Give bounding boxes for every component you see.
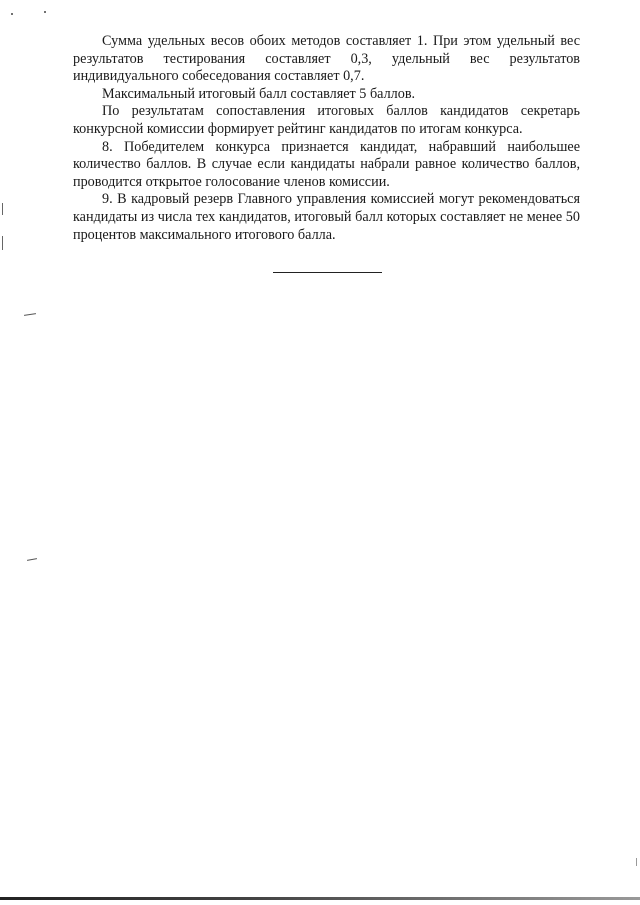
paragraph-item-8: 8. Победителем конкурса признается кандидат, набравший наибольшее количество баллов. В случае если кандидаты набрали равное количество баллов, проводится открытое голосование членов комиссии. <box>73 138 580 190</box>
paragraph-rating: По результатам сопоставления итоговых баллов кандидатов секретарь конкурсной комиссии формирует рейтинг кандидатов по итогам конкурса. <box>73 103 580 137</box>
scan-dash <box>24 313 36 316</box>
scan-dot <box>44 11 46 13</box>
closing-rule <box>273 272 382 273</box>
scan-dash <box>27 558 37 561</box>
paragraph-max-score: Максимальный итоговый балл составляет 5 баллов. <box>102 85 416 102</box>
scan-dot <box>11 13 13 15</box>
scan-margin-mark <box>2 236 3 250</box>
document-body <box>73 33 580 244</box>
scan-bottom-edge <box>0 897 640 900</box>
paragraph-item-9: 9. В кадровый резерв Главного управления комиссией могут рекомендоваться кандидаты из числа тех кандидатов, итоговый балл которых составляет не менее 50 процентов максимального итогового балла. <box>73 191 580 243</box>
scan-margin-mark <box>2 203 3 215</box>
paragraph-weights: Сумма удельных весов обоих методов составляет 1. При этом удельный вес результатов тестирования составляет 0,3, удельный вес результатов индивидуального собеседования составляет 0,7. <box>73 33 580 85</box>
scan-margin-mark <box>636 858 637 866</box>
